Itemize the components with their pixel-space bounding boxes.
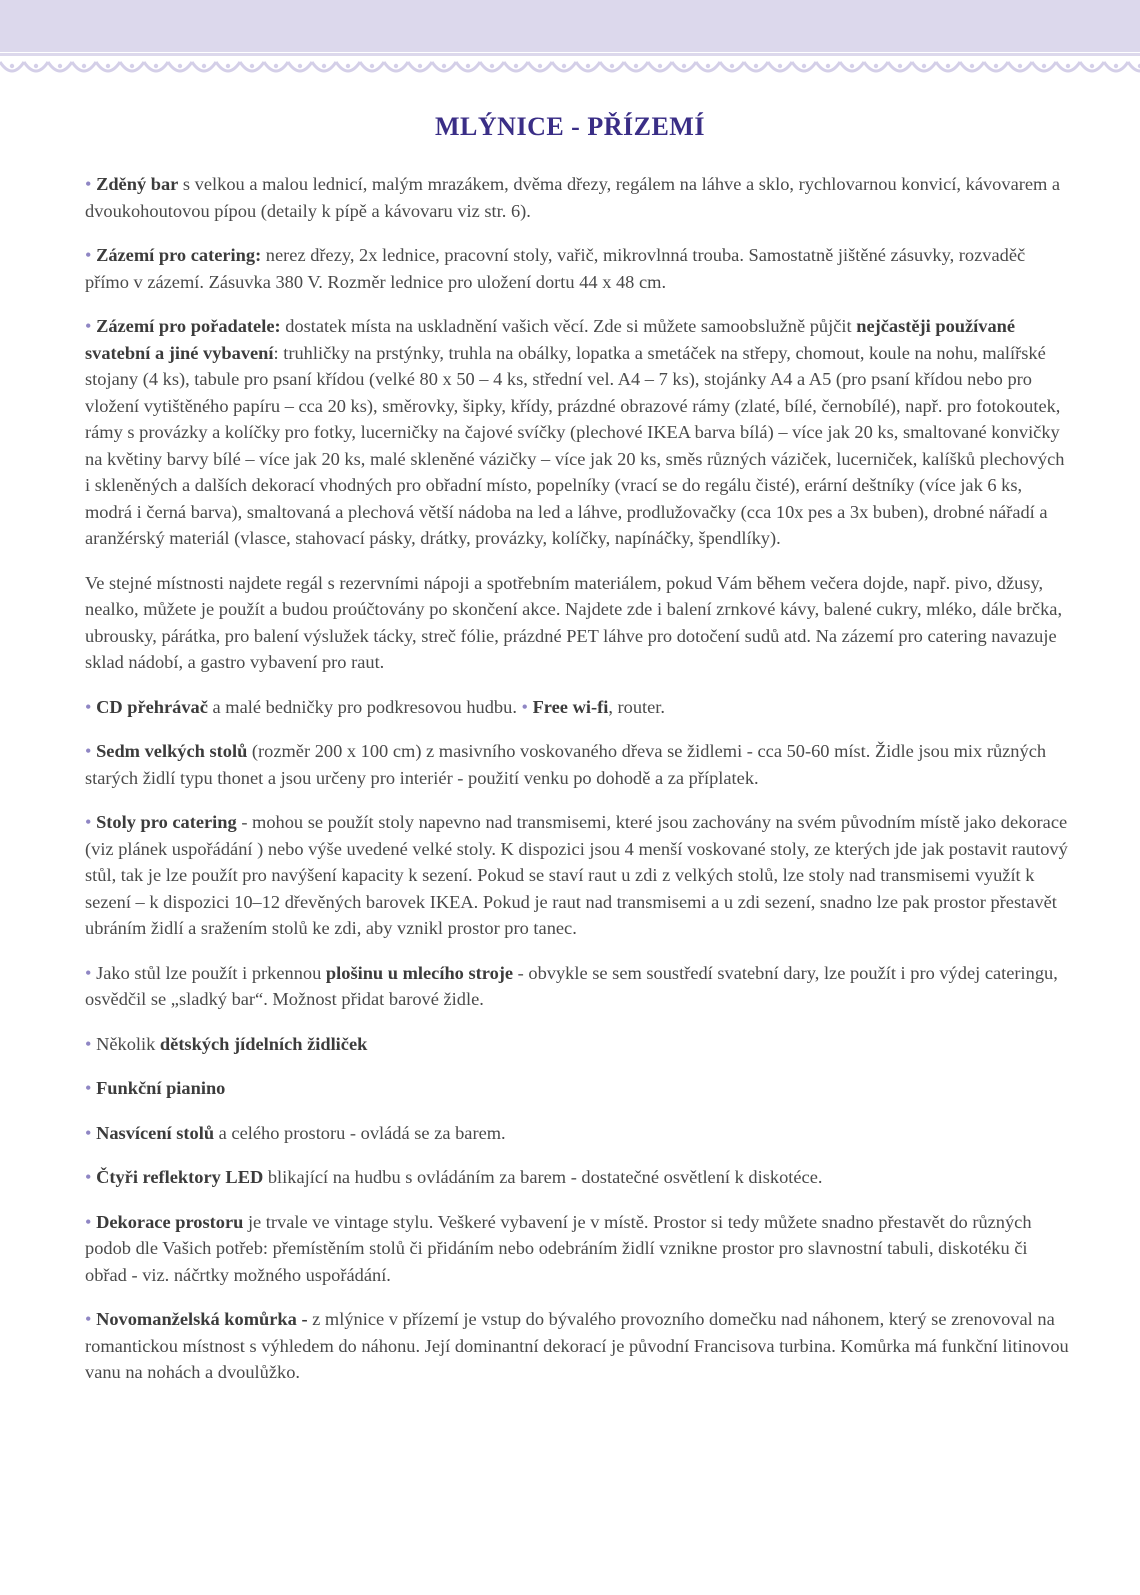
paragraph bbox=[85, 1075, 1070, 1102]
paragraph bbox=[85, 809, 1070, 942]
paragraph-heading: Sedm velkých stolů bbox=[96, 741, 248, 761]
bullet-icon: • bbox=[85, 741, 92, 761]
bullet-icon: • bbox=[85, 245, 92, 265]
paragraph-text: je trvale ve vintage stylu. Veškeré vybavení je v místě. Prostor si tedy můžete snadno přestavět do různých podob dle Vašich potřeb: přemístěním stolů či přidáním nebo odebráním židlí vznikne prostor pro slavnostní tabuli, diskotéku či obřad - viz. náčrtky možného uspořádání. bbox=[85, 1211, 1032, 1285]
paragraph-text: a celého prostoru - ovládá se za barem. bbox=[214, 1122, 506, 1143]
paragraph bbox=[85, 570, 1070, 676]
paragraph-text: : truhličky na prstýnky, truhla na obálky, lopatka a smetáček na střepy, chomout, koule na nohu, malířské stojany (4 ks), tabule pro psaní křídou (velké 80 x 50 – 4 ks, střední vel. A4 – 7 ks), stojánky A4 a A5 (pro psaní křídou nebo pro vložení vytištěného papíru – cca 20 ks), směrovky, šipky, křídy, prázdné obrazové rámy (zlaté, bílé, černobílé), např. pro fotokoutek, rámy s provázky a kolíčky pro fotky, lucerničky na čajové svíčky (plechové IKEA barva bílá) – více jak 20 ks, smaltované konvičky na květiny barvy bílé – více jak 20 ks, malé skleněné vázičky – více jak 20 ks, směs různých váziček, lucerniček, kalíšků plechových i skleněných a dalších dekorací vhodných pro obřadní místo, popelníky (vrací se do regálu čisté), erární deštníky (více jak 6 ks, modrá i černá barva), smaltovaná a plechová větší nádoba na led a láhve, prodlužovačky (cca 10x pes a 3x buben), drobné nářadí a aranžérský materiál (vlasce, stahovací pásky, drátky, provázky, kolíčky, napínáčky, špendlíky). bbox=[85, 342, 1065, 548]
page-title: MLÝNICE - PŘÍZEMÍ bbox=[435, 112, 705, 141]
bullet-icon: • bbox=[521, 696, 528, 717]
header-band bbox=[0, 0, 1140, 52]
paragraph-heading: dětských jídelních židliček bbox=[159, 1033, 368, 1054]
paragraph-text: - mohou se použít stoly napevno nad transmisemi, které jsou zachovány na svém původním místě jako dekorace (viz plánek uspořádání ) nebo výše uvedené velké stoly. K dispozici jsou 4 menší voskované stoly, ze kterých jde jak postavit rautový stůl, tak je lze použít pro navýšení kapacity k sezení. Pokud se staví raut u zdi z velkých stolů, lze stoly nad transmisemi využít k sezení – k dispozici 10–12 dřevěných barovek IKEA. Pokud je raut nad transmisemi a u zdi sezení, snadno lze pak prostor přestavět ubráním židlí a sražením stolů ke zdi, aby vznikl prostor pro tanec. bbox=[85, 812, 1068, 938]
bullet-icon: • bbox=[85, 1211, 92, 1232]
paragraph-text: Několik bbox=[96, 1033, 160, 1054]
paragraph bbox=[85, 313, 1070, 552]
paragraph-text: Ve stejné místnosti najdete regál s rezervními nápoji a spotřebním materiálem, pokud Vám během večera dojde, např. pivo, džusy, nealko, můžete je použít a budou proúčtovány po skončení akce. Najdete zde i balení zrnkové kávy, balené cukry, mléko, dále brčka, ubrousky, párátka, pro balení výslužek tácky, streč fólie, prázdné PET láhve pro dotočení sudů atd. Na zázemí pro catering navazuje sklad nádobí, a gastro vybavení pro raut. bbox=[85, 572, 1063, 672]
paragraph-heading: nejčastěji používané svatební a jiné vybavení bbox=[85, 316, 1016, 363]
paragraph bbox=[85, 242, 1070, 295]
paragraph-text: s velkou a malou lednicí, malým mrazákem, dvěma dřezy, regálem na láhve a sklo, rychlovarnou konvicí, kávovarem a dvoukohoutovou pípou (detaily k pípě a kávovaru viz str. 6). bbox=[85, 174, 1061, 221]
paragraph-heading: Zázemí pro pořadatele: bbox=[96, 316, 281, 336]
paragraph-heading: Novomanželská komůrka - bbox=[96, 1309, 308, 1329]
paragraph bbox=[85, 738, 1070, 791]
paragraph-text: nerez dřezy, 2x lednice, pracovní stoly, vařič, mikrovlnná trouba. Samostatně jištěné zásuvky, rozvaděč přímo v zázemí. Zásuvka 380 V. Rozměr lednice pro uložení dortu 44 x 48 cm. bbox=[85, 245, 1026, 292]
bullet-icon: • bbox=[85, 316, 92, 336]
paragraph bbox=[85, 1209, 1070, 1289]
paragraph bbox=[85, 960, 1070, 1013]
paragraph-heading: plošinu u mlecího stroje bbox=[325, 962, 514, 983]
paragraph-heading: Zděný bar bbox=[96, 174, 179, 194]
bullet-icon: • bbox=[85, 962, 92, 983]
paragraph-text: Jako stůl lze použít i prkennou bbox=[96, 962, 326, 983]
paragraph bbox=[85, 171, 1070, 224]
bullet-icon: • bbox=[85, 1033, 92, 1054]
paragraph-heading: Nasvícení stolů bbox=[96, 1122, 215, 1143]
paragraph-heading: Dekorace prostoru bbox=[96, 1211, 244, 1232]
paragraph-heading: Čtyři reflektory LED bbox=[96, 1167, 264, 1187]
paragraph-text: dostatek místa na uskladnění vašich věcí. Zde si můžete samoobslužně půjčit bbox=[280, 316, 857, 336]
bullet-icon: • bbox=[85, 174, 92, 194]
paragraph bbox=[85, 1306, 1070, 1386]
content-body bbox=[85, 171, 1070, 1404]
paragraph bbox=[85, 1031, 1070, 1058]
bullet-icon: • bbox=[85, 812, 92, 832]
paragraph-text: (rozměr 200 x 100 cm) z masivního voskovaného dřeva se židlemi - cca 50-60 míst. Židle jsou mix různých starých židlí typu thonet a jsou určeny pro interiér - použití venku po dohodě a za příplatek. bbox=[85, 741, 1047, 788]
paragraph-text: blikající na hudbu s ovládáním za barem - dostatečné osvětlení k diskotéce. bbox=[263, 1167, 823, 1187]
paragraph-heading: Stoly pro catering bbox=[96, 812, 237, 832]
header-rule bbox=[0, 53, 1140, 56]
paragraph bbox=[85, 1164, 1070, 1191]
bullet-icon: • bbox=[85, 1309, 92, 1329]
bullet-icon: • bbox=[85, 1167, 92, 1187]
bullet-icon: • bbox=[85, 696, 92, 717]
scallop-border-ornament bbox=[0, 58, 1140, 80]
paragraph-text: z mlýnice v přízemí je vstup do bývalého provozního domečku nad náhonem, který se zrenovoval na romantickou místnost s výhledem do náhonu. Její dominantní dekorací je původní Francisova turbina. Komůrka má funkční litinovou vanu na nohách a dvoulůžko. bbox=[85, 1309, 1069, 1382]
paragraph-text: , router. bbox=[608, 696, 666, 717]
paragraph-heading: CD přehrávač bbox=[96, 696, 208, 717]
paragraph bbox=[85, 694, 1070, 721]
paragraph-text: a malé bedničky pro podkresovou hudbu. bbox=[207, 696, 522, 717]
paragraph-heading: Free wi-fi bbox=[532, 696, 609, 717]
paragraph bbox=[85, 1120, 1070, 1147]
paragraph-text: - obvykle se sem soustředí svatební dary, lze použít i pro výdej cateringu, osvědčil se „sladký bar“. Možnost přidat barové židle. bbox=[85, 962, 1058, 1009]
bullet-icon: • bbox=[85, 1122, 92, 1143]
bullet-icon: • bbox=[85, 1078, 92, 1098]
paragraph-heading: Funkční pianino bbox=[96, 1078, 226, 1098]
paragraph-heading: Zázemí pro catering: bbox=[96, 245, 262, 265]
